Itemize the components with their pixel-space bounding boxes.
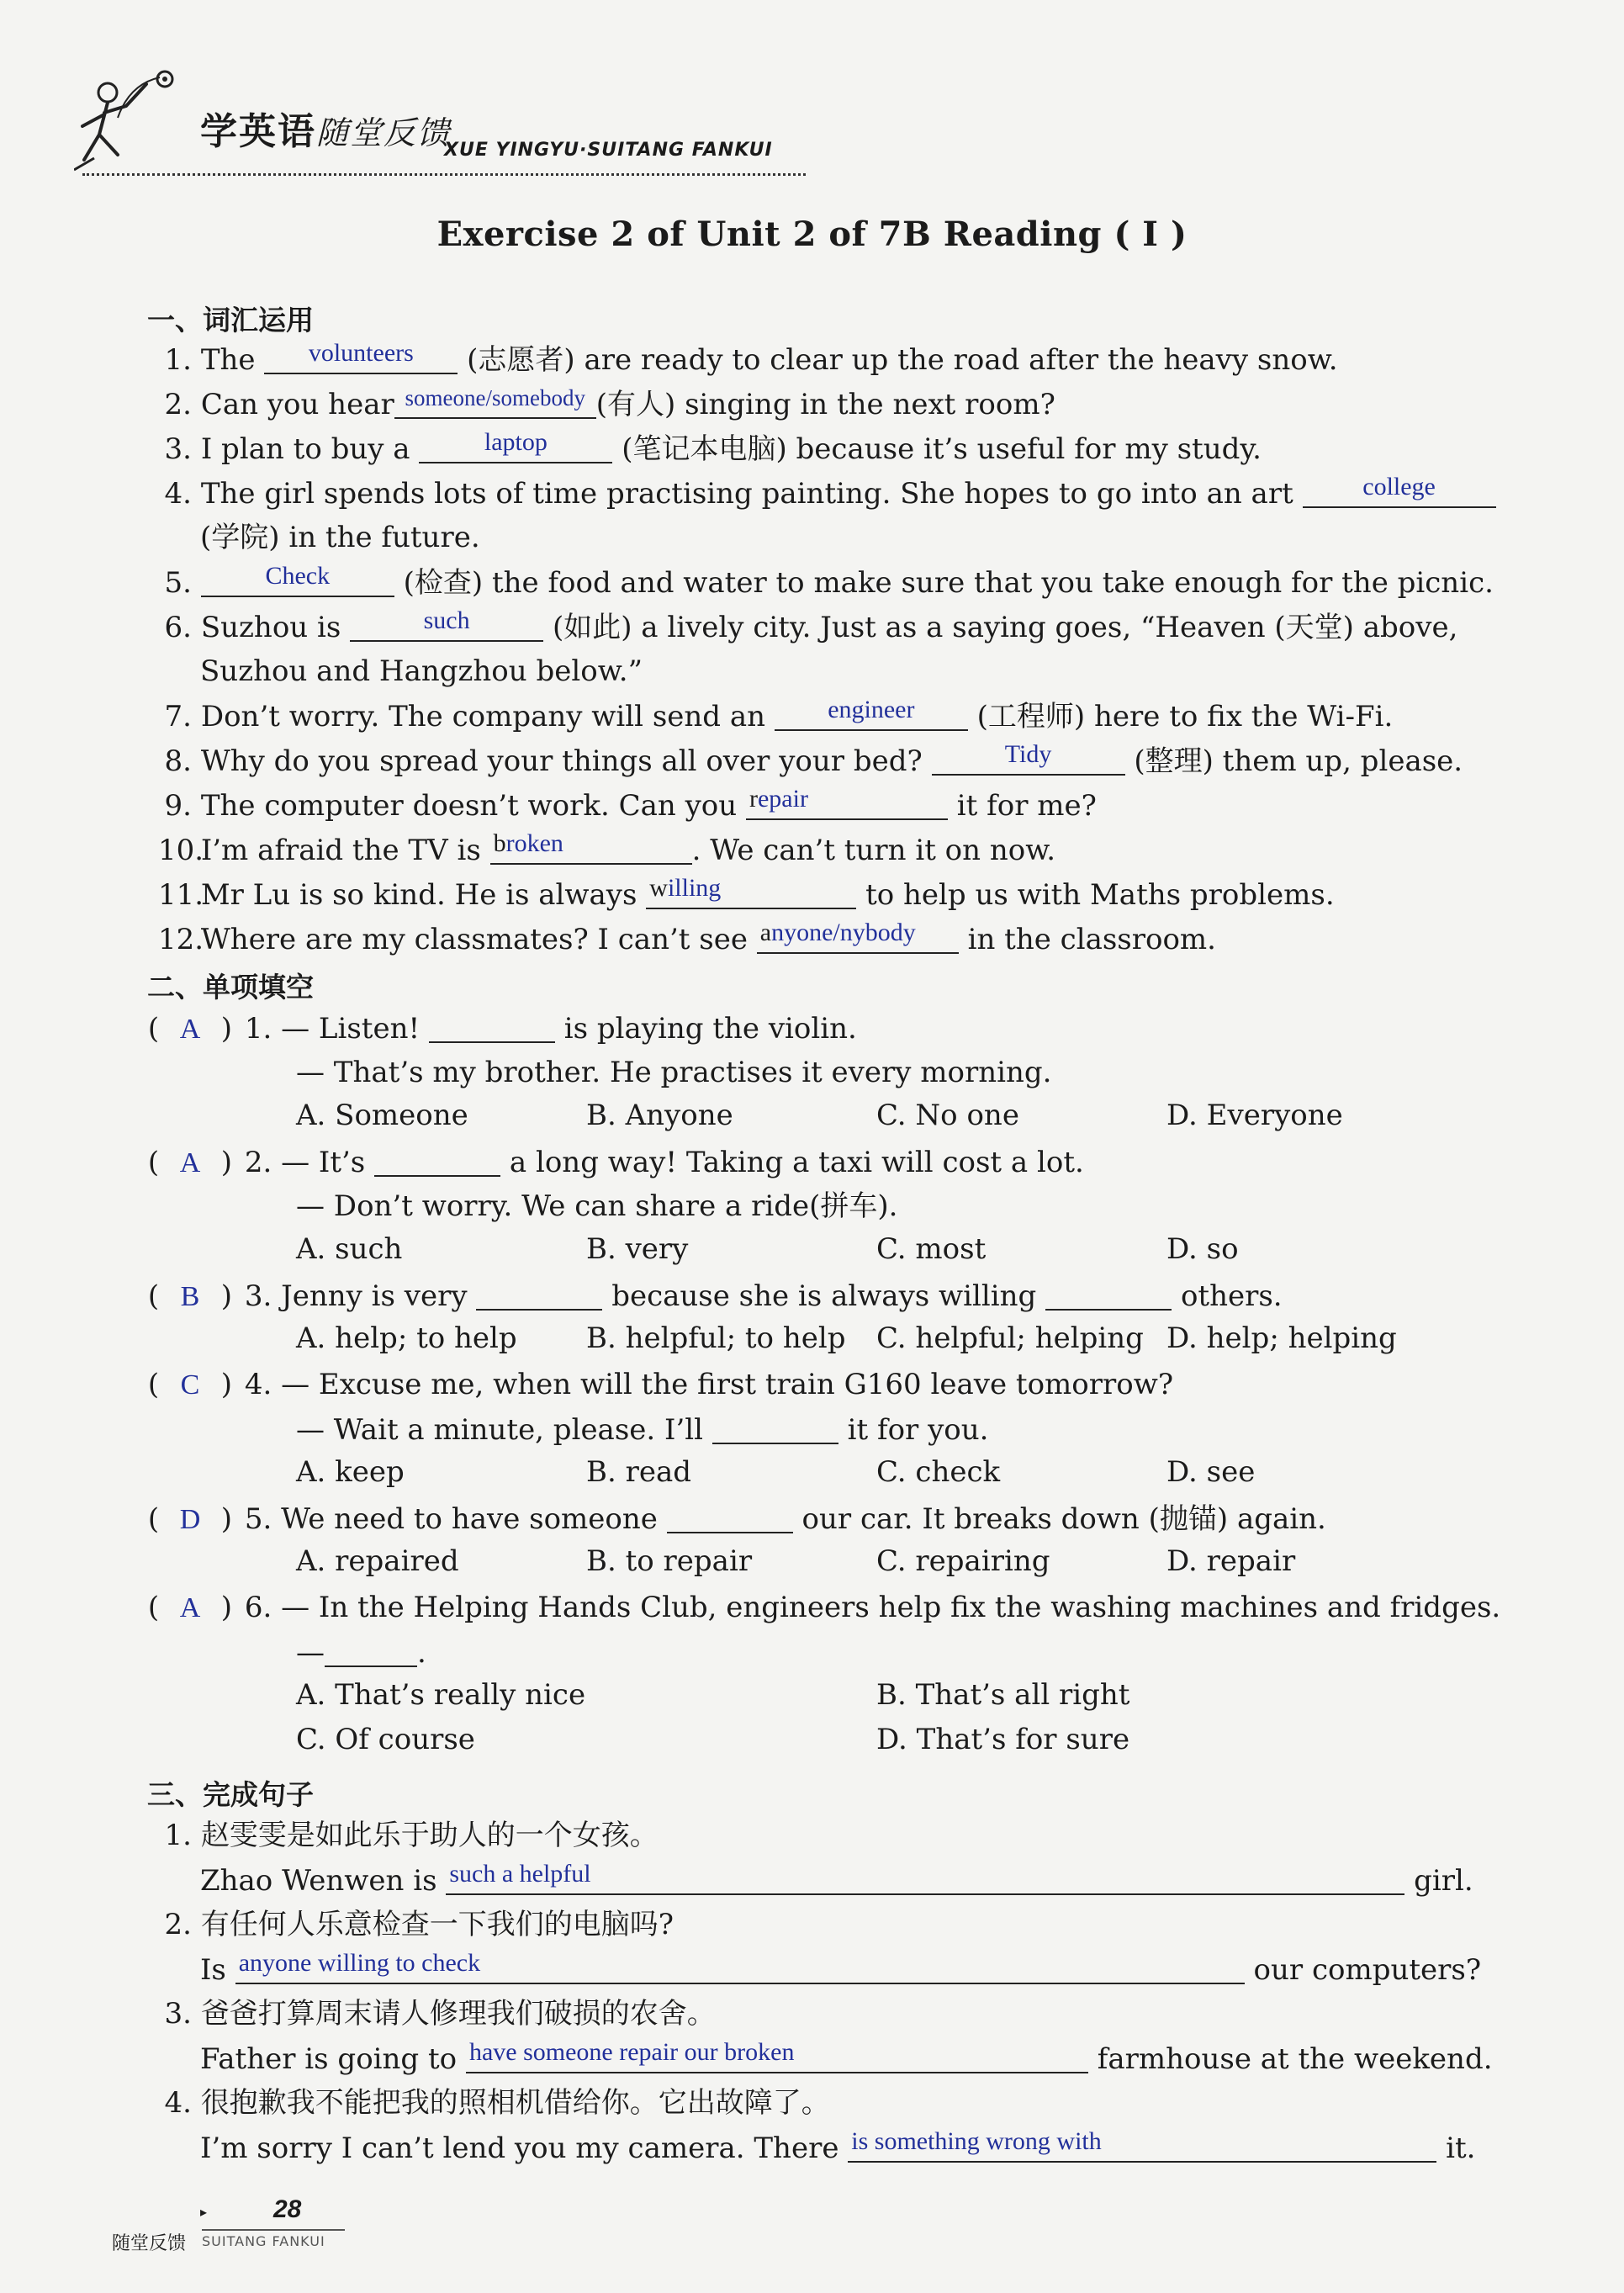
mc-q6: ( A ) 6. — In the Helping Hands Club, engineers help fix the washing machines and fridges.	[145, 1589, 1500, 1627]
section-vocab-title: 一、词汇运用	[147, 304, 314, 336]
mc-q5-option-a: A. repaired	[296, 1544, 459, 1578]
mc-q4-line2: — Wait a minute, please. I’ll it for you.	[296, 1411, 988, 1448]
vocab-q5-blank[interactable]: Check	[201, 564, 394, 597]
vocab-q2: 2. Can you hear someone/somebody (有人) singing in the next room?	[164, 385, 1055, 421]
header-cn-sub: 随堂反馈	[316, 114, 452, 151]
vocab-q11-blank[interactable]: willing	[646, 876, 856, 909]
vocab-q3-blank[interactable]: laptop	[419, 430, 612, 463]
mc-q1-line2: — That’s my brother. He practises it every morning.	[296, 1056, 1052, 1089]
mc-q2-answer[interactable]: ( A )	[147, 1146, 233, 1179]
vocab-q2-blank[interactable]: someone/somebody	[394, 385, 596, 419]
mc-q3-option-d: D. help; helping	[1166, 1321, 1397, 1355]
mc-q1-blank	[429, 1009, 555, 1043]
header-cn-title: 学英语随堂反馈	[200, 110, 452, 153]
mc-q1-option-c: C. No one	[876, 1099, 1019, 1132]
complete-q2: Is anyone willing to check our computers?	[200, 1949, 1482, 1987]
mc-q2-option-a: A. such	[296, 1232, 403, 1266]
complete-q3: Father is going to have someone repair our broken farmhouse at the weekend.	[200, 2038, 1493, 2076]
mc-q5-option-b: B. to repair	[586, 1544, 753, 1578]
mc-q3-blank-2	[1045, 1277, 1172, 1311]
vocab-q9: 9. The computer doesn’t work. Can you repair it for me?	[164, 785, 1097, 823]
vocab-q7-blank[interactable]: engineer	[775, 697, 968, 731]
mc-q5: ( D ) 5. We need to have someone our car. It breaks down (抛锚) again.	[145, 1500, 1326, 1538]
section-mc-title: 二、单项填空	[147, 971, 314, 1004]
section-complete-title: 三、完成句子	[147, 1778, 314, 1811]
vocab-q7: 7. Don’t worry. The company will send an engineer (工程师) here to fix the Wi-Fi.	[164, 696, 1394, 733]
complete-q3-blank[interactable]: have someone repair our broken	[466, 2040, 1088, 2073]
mc-q5-option-c: C. repairing	[876, 1544, 1050, 1578]
mc-q6-option-b: B. That’s all right	[876, 1678, 1130, 1712]
complete-q1-blank[interactable]: such a helpful	[446, 1861, 1404, 1895]
mc-q6-option-d: D. That’s for sure	[876, 1723, 1130, 1756]
vocab-q1: 1. The volunteers (志愿者) are ready to clear up the road after the heavy snow.	[164, 339, 1338, 377]
mc-q4-option-b: B. read	[586, 1455, 692, 1489]
mc-q2-blank	[374, 1143, 500, 1177]
mc-q3-answer[interactable]: ( B )	[147, 1279, 233, 1313]
mc-q4-answer[interactable]: ( C )	[147, 1368, 233, 1401]
mc-q2-option-d: D. so	[1166, 1232, 1239, 1266]
header-en-title: XUE YINGYU·SUITANG FANKUI	[444, 140, 773, 161]
mc-q4-blank	[712, 1411, 838, 1444]
vocab-q12: 12. Where are my classmates? I can’t see anyone/nybody in the classroom.	[158, 919, 1216, 956]
vocab-q4-cont: (学院) in the future.	[200, 521, 480, 554]
mc-q3-option-c: C. helpful; helping	[876, 1321, 1144, 1355]
page-arrow-icon: ▸	[200, 2204, 208, 2220]
complete-q1: Zhao Wenwen is such a helpful girl.	[200, 1860, 1473, 1898]
mc-q6-option-a: A. That’s really nice	[296, 1678, 586, 1712]
header	[74, 67, 797, 193]
complete-q2-blank[interactable]: anyone willing to check	[235, 1951, 1245, 1984]
vocab-q10-blank[interactable]: broken	[490, 831, 692, 865]
vocab-q11: 11. Mr Lu is so kind. He is always willing to help us with Maths problems.	[158, 874, 1335, 912]
vocab-q9-blank[interactable]: repair	[746, 786, 948, 820]
vocab-q8: 8. Why do you spread your things all over your bed? Tidy (整理) them up, please.	[164, 740, 1463, 778]
vocab-q4: 4. The girl spends lots of time practising painting. She hopes to go into an art college	[158, 474, 1496, 512]
complete-q4-blank[interactable]: is something wrong with	[848, 2129, 1436, 2163]
header-divider	[82, 173, 806, 176]
vocab-q10: 10. I’m afraid the TV is broken . We can’t turn it on now.	[158, 829, 1056, 867]
mc-q6-answer[interactable]: ( A )	[147, 1591, 233, 1624]
mc-q6-blank	[325, 1634, 417, 1667]
footer-label-cn: 随堂反馈	[112, 2233, 187, 2254]
mc-q4-option-c: C. check	[876, 1455, 1001, 1489]
mc-q4: ( C ) 4. — Excuse me, when will the first train G160 leave tomorrow?	[145, 1366, 1173, 1404]
mc-q5-option-d: D. repair	[1166, 1544, 1296, 1578]
complete-q4: I’m sorry I can’t lend you my camera. There is something wrong with it.	[200, 2127, 1476, 2165]
mc-q3-blank-1	[476, 1277, 602, 1311]
complete-q1-cn: 1. 赵雯雯是如此乐于助人的一个女孩。	[164, 1819, 659, 1852]
vocab-q6-cont: Suzhou and Hangzhou below.”	[200, 654, 643, 688]
vocab-q5: 5. Check (检查) the food and water to make sure that you take enough for the picnic.	[164, 562, 1494, 600]
mc-q4-option-a: A. keep	[296, 1455, 405, 1489]
page-title: Exercise 2 of Unit 2 of 7B Reading ( Ⅰ )	[436, 214, 1188, 254]
mc-q6-option-c: C. Of course	[296, 1723, 475, 1756]
mc-q5-answer[interactable]: ( D )	[147, 1502, 233, 1536]
mc-q2-line2: — Don’t worry. We can share a ride(拼车).	[296, 1189, 898, 1223]
vocab-q1-blank[interactable]: volunteers	[264, 341, 458, 374]
complete-q2-cn: 2. 有任何人乐意检查一下我们的电脑吗?	[164, 1908, 674, 1941]
vocab-q8-blank[interactable]: Tidy	[932, 742, 1125, 776]
mc-q2-option-b: B. very	[586, 1232, 689, 1266]
mc-q1-answer[interactable]: ( A )	[147, 1012, 233, 1046]
footer-rule	[202, 2229, 345, 2231]
footer-label-en: SUITANG FANKUI	[202, 2233, 325, 2249]
mc-q2: ( A ) 2. — It’s a long way! Taking a taxi will cost a lot.	[145, 1143, 1084, 1182]
mc-q4-option-d: D. see	[1166, 1455, 1256, 1489]
complete-q3-cn: 3. 爸爸打算周末请人修理我们破损的农舍。	[164, 1997, 716, 2031]
mc-q1-option-d: D. Everyone	[1166, 1099, 1343, 1132]
mc-q3: ( B ) 3. Jenny is very because she is always willing others.	[145, 1277, 1283, 1316]
mc-q6-line2: — .	[296, 1634, 426, 1671]
vocab-q6-blank[interactable]: such	[350, 608, 543, 642]
vocab-q12-blank[interactable]: anyone/nybody	[757, 920, 959, 954]
complete-q4-cn: 4. 很抱歉我不能把我的照相机借给你。它出故障了。	[164, 2086, 830, 2120]
mc-q5-blank	[667, 1500, 793, 1533]
mc-q1-option-a: A. Someone	[296, 1099, 468, 1132]
mc-q1-option-b: B. Anyone	[586, 1099, 733, 1132]
page-number: 28	[273, 2195, 302, 2223]
runner-logo-icon	[74, 67, 175, 177]
vocab-q4-blank[interactable]: college	[1303, 474, 1496, 508]
mc-q1: ( A ) 1. — Listen! is playing the violin.	[145, 1009, 857, 1048]
vocab-q3: 3. I plan to buy a laptop (笔记本电脑) because it’s useful for my study.	[164, 428, 1262, 466]
mc-q2-option-c: C. most	[876, 1232, 987, 1266]
mc-q3-option-b: B. helpful; to help	[586, 1321, 846, 1355]
vocab-q6: 6. Suzhou is such (如此) a lively city. Just as a saying goes, “Heaven (天堂) above,	[164, 606, 1458, 644]
mc-q3-option-a: A. help; to help	[296, 1321, 517, 1355]
